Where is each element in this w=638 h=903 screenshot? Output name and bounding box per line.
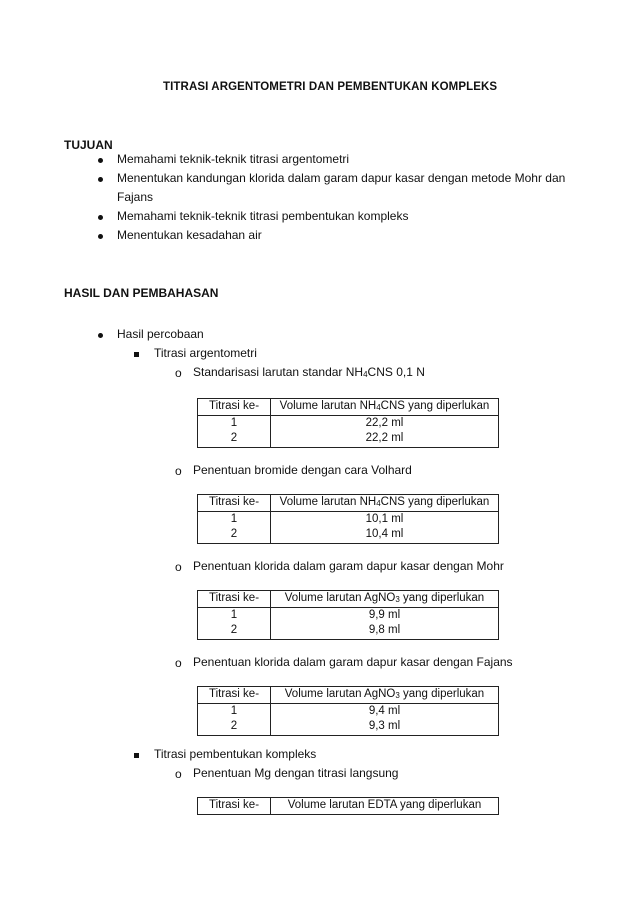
table-cell: 22,2 ml: [271, 431, 499, 447]
table-row: [198, 607, 499, 623]
section-title: Penentuan klorida dalam garam dapur kasar dengan Fajans: [193, 655, 513, 669]
table-row: [198, 511, 499, 527]
table-cell: 10,1 ml: [271, 511, 499, 527]
data-table: [197, 494, 499, 544]
bullet-square-icon: [134, 753, 139, 758]
bullet-dot-icon: [98, 234, 103, 239]
tujuan-heading: TUJUAN: [64, 138, 113, 152]
table-row: [198, 719, 499, 735]
table-cell: 9,8 ml: [271, 623, 499, 639]
table-row: [198, 527, 499, 543]
table-header-cell: Titrasi ke-: [198, 495, 271, 512]
section-title: Standarisasi larutan standar $NH_4CNS$ 0,1 N: [193, 365, 425, 379]
table-header-cell: Titrasi ke-: [198, 591, 271, 608]
table-header-cell: Volume larutan AgNO$_3$ yang diperlukan: [271, 591, 499, 608]
table-cell: 9,4 ml: [271, 703, 499, 719]
bullet-dot-icon: [98, 177, 103, 182]
table-header-cell: Volume larutan $NH_4CNS$ yang diperlukan: [271, 399, 499, 416]
table-header-cell: Titrasi ke-: [198, 687, 271, 704]
page-title: TITRASI ARGENTOMETRI DAN PEMBENTUKAN KOMPLEKS: [163, 81, 498, 93]
bullet-dot-icon: [98, 158, 103, 163]
bullet-dot-icon: [98, 333, 103, 338]
table-row: [198, 415, 499, 431]
table-cell: 9,3 ml: [271, 719, 499, 735]
data-table: [197, 590, 499, 640]
tujuan-item-continuation: Fajans: [117, 190, 154, 204]
hasil-percobaan-label: Hasil percobaan: [117, 327, 204, 341]
table-cell: 2: [198, 719, 271, 735]
table-cell: 2: [198, 623, 271, 639]
bullet-circle-icon: o: [175, 767, 182, 781]
table-row: [198, 623, 499, 639]
bullet-circle-icon: o: [175, 366, 182, 380]
section-title: Penentuan klorida dalam garam dapur kasar dengan Mohr: [193, 559, 504, 573]
hasil-heading: HASIL DAN PEMBAHASAN: [64, 286, 219, 300]
bullet-circle-icon: o: [175, 656, 182, 670]
section-title: Penentuan Mg dengan titrasi langsung: [193, 766, 399, 780]
table-row: [198, 431, 499, 447]
tujuan-item: Menentukan kesadahan air: [117, 228, 262, 242]
tujuan-item: Menentukan kandungan klorida dalam garam dapur kasar dengan metode Mohr dan: [117, 171, 566, 185]
table-cell: 1: [198, 511, 271, 527]
bullet-circle-icon: o: [175, 464, 182, 478]
table-cell: 10,4 ml: [271, 527, 499, 543]
data-table: [197, 398, 499, 448]
table-row: [198, 703, 499, 719]
table-header-cell: Volume larutan EDTA yang diperlukan: [271, 798, 499, 815]
table-header-cell: Titrasi ke-: [198, 798, 271, 815]
argentometri-label: Titrasi argentometri: [154, 346, 257, 360]
table-cell: 1: [198, 703, 271, 719]
tujuan-item: Memahami teknik-teknik titrasi pembentukan kompleks: [117, 209, 409, 223]
table-cell: 2: [198, 431, 271, 447]
tujuan-item: Memahami teknik-teknik titrasi argentometri: [117, 152, 350, 166]
section-title: Penentuan bromide dengan cara Volhard: [193, 463, 412, 477]
table-cell: 2: [198, 527, 271, 543]
data-table: [197, 686, 499, 736]
kompleks-label: Titrasi pembentukan kompleks: [154, 747, 317, 761]
bullet-square-icon: [134, 352, 139, 357]
table-header-cell: Volume larutan AgNO$_3$ yang diperlukan: [271, 687, 499, 704]
table-header-cell: Titrasi ke-: [198, 399, 271, 416]
table-cell: 1: [198, 607, 271, 623]
table-cell: 1: [198, 415, 271, 431]
table-cell: 9,9 ml: [271, 607, 499, 623]
bullet-dot-icon: [98, 215, 103, 220]
table-header-cell: Volume larutan $NH_4CNS$ yang diperlukan: [271, 495, 499, 512]
data-table: [197, 797, 499, 815]
table-cell: 22,2 ml: [271, 415, 499, 431]
bullet-circle-icon: o: [175, 560, 182, 574]
